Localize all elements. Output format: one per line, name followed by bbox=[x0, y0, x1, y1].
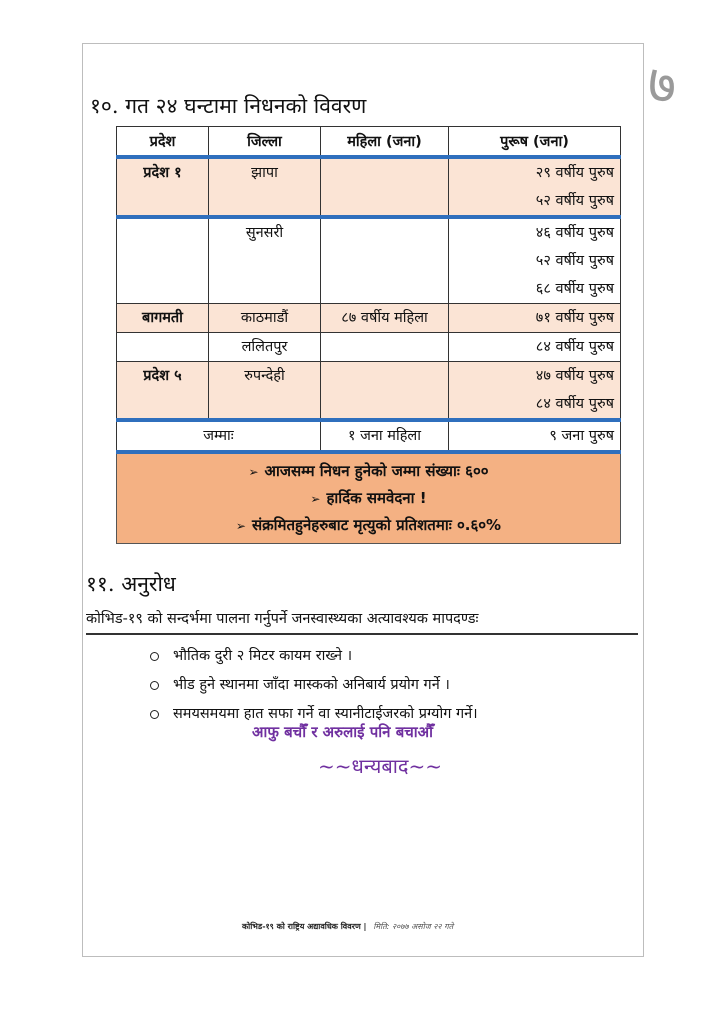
footer-date: मिति: २०७७ असोज २२ गते bbox=[373, 922, 454, 931]
list-item bbox=[150, 642, 478, 671]
province-cell bbox=[123, 333, 202, 361]
male-entry: ५२ वर्षीय पुरुष bbox=[535, 193, 614, 209]
col-header-district: जिल्ला bbox=[209, 127, 321, 158]
district-cell: सुनसरी bbox=[245, 225, 284, 241]
female-cell: ८७ वर्षीय महिला bbox=[341, 310, 428, 326]
total-label: जम्माः bbox=[117, 420, 321, 452]
male-entry: ६८ वर्षीय पुरुष bbox=[535, 281, 614, 297]
table-row bbox=[117, 157, 621, 217]
female-cell bbox=[327, 362, 442, 390]
col-header-male: पुरूष (जना) bbox=[449, 127, 621, 158]
footer-title: कोभिड-१९ को राष्ट्रिय अद्यावधिक विवरण | bbox=[242, 922, 367, 931]
arrow-bullet-icon: ➢ bbox=[310, 492, 321, 506]
circle-bullet-icon bbox=[150, 710, 159, 719]
list-item bbox=[150, 671, 478, 700]
request-list bbox=[150, 642, 478, 729]
circle-bullet-icon bbox=[150, 652, 159, 661]
province-cell: प्रदेश १ bbox=[143, 165, 182, 181]
summary-condolence: हार्दिक समवेदना ! bbox=[326, 489, 427, 507]
col-header-province: प्रदेश bbox=[117, 127, 209, 158]
province-cell: बागमती bbox=[142, 310, 183, 326]
province-cell bbox=[123, 219, 202, 247]
table-row bbox=[117, 217, 621, 304]
list-item-text: समयसमयमा हात सफा गर्ने वा स्यानीटाईजरको प्रग्योग गर्ने। bbox=[173, 706, 478, 722]
district-cell: ललितपुर bbox=[241, 339, 288, 355]
male-entry: ८४ वर्षीय पुरुष bbox=[535, 339, 614, 355]
section-11-title: ११. अनुरोध bbox=[86, 572, 176, 596]
list-item-text: भौतिक दुरी २ मिटर कायम राख्ने । bbox=[173, 648, 353, 664]
table-row bbox=[117, 362, 621, 421]
section-10-title: १०. गत २४ घन्टामा निधनको विवरण bbox=[90, 94, 367, 118]
col-header-female: महिला (जना) bbox=[321, 127, 449, 158]
list-item-text: भीड हुने स्थानमा जाँदा मास्कको अनिबार्य प्रयोग गर्ने । bbox=[173, 677, 450, 693]
arrow-bullet-icon: ➢ bbox=[248, 465, 259, 479]
total-female: १ जना महिला bbox=[321, 420, 449, 452]
female-cell bbox=[327, 219, 442, 247]
table-row bbox=[117, 333, 621, 362]
page-number: ७ bbox=[648, 53, 677, 116]
total-male: ९ जना पुरुष bbox=[449, 420, 621, 452]
district-cell: रुपन्देही bbox=[244, 368, 285, 384]
male-entry: ८४ वर्षीय पुरुष bbox=[535, 396, 614, 412]
table-row bbox=[117, 304, 621, 333]
district-cell: झापा bbox=[251, 165, 278, 181]
total-row bbox=[117, 420, 621, 452]
male-entry: ५२ वर्षीय पुरुष bbox=[535, 253, 614, 269]
summary-death-rate: संक्रमितहुनेहरुबाट मृत्युको प्रतिशतमाः ०.६०% bbox=[251, 516, 502, 534]
thanks-text: ~~धन्यबाद~~ bbox=[318, 754, 443, 778]
table-header-row bbox=[117, 127, 621, 158]
arrow-bullet-icon: ➢ bbox=[235, 519, 246, 533]
summary-row bbox=[117, 452, 621, 544]
deaths-table bbox=[116, 126, 621, 544]
female-cell bbox=[327, 159, 442, 187]
footer bbox=[242, 921, 453, 932]
district-cell: काठमाडौं bbox=[240, 310, 289, 326]
summary-total-deaths: आजसम्म निधन हुनेको जम्मा संख्याः ६०० bbox=[264, 462, 489, 480]
male-entry: ४६ वर्षीय पुरुष bbox=[535, 225, 614, 241]
male-entry: ४७ वर्षीय पुरुष bbox=[535, 368, 614, 384]
male-entry: २९ वर्षीय पुरुष bbox=[535, 165, 614, 181]
circle-bullet-icon bbox=[150, 681, 159, 690]
male-entry: ७१ वर्षीय पुरुष bbox=[535, 310, 614, 326]
province-cell: प्रदेश ५ bbox=[143, 368, 182, 384]
female-cell bbox=[327, 333, 442, 361]
request-intro: कोभिड-१९ को सन्दर्भमा पालना गर्नुपर्ने जनस्वास्थ्यका अत्यावश्यक मापदण्डः bbox=[86, 608, 638, 635]
slogan: आफु बचौँ र अरुलाई पनि बचाऔँ bbox=[252, 723, 434, 741]
